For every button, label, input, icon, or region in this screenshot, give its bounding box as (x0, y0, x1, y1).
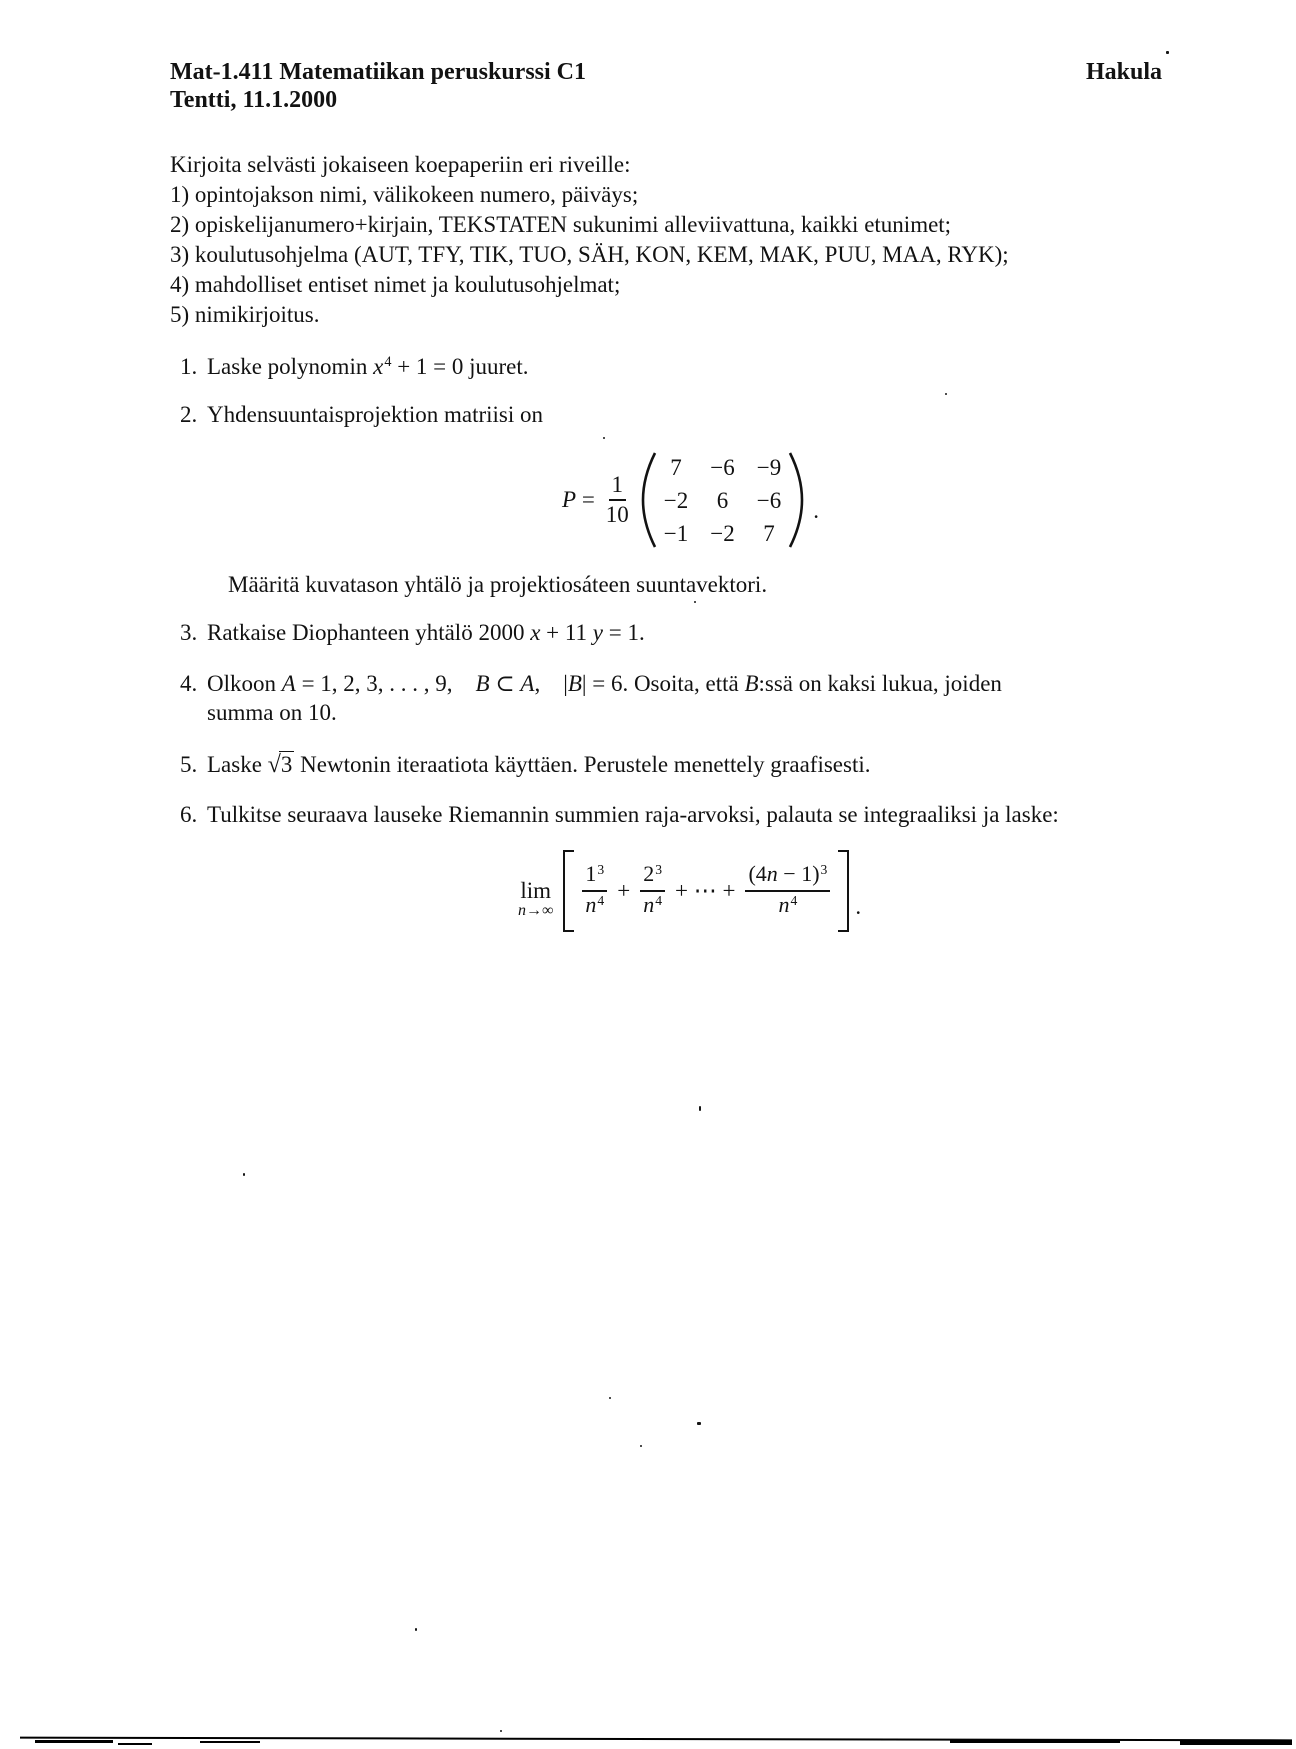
limit-expression (518, 850, 861, 932)
scan-speck (945, 393, 947, 395)
matrix-cell: 6 (716, 487, 729, 513)
scan-speck (243, 1173, 245, 1176)
scan-speck (699, 1106, 701, 1111)
right-bracket-icon (838, 850, 849, 932)
problem-number: 6. (180, 802, 198, 827)
fraction-numerator: 1 (609, 471, 627, 501)
limit-fraction-2 (640, 861, 665, 921)
scan-speck (500, 1730, 502, 1732)
problem-number: 1. (180, 354, 198, 379)
scan-speck (1166, 51, 1169, 54)
scan-speck (415, 1628, 417, 1631)
problem-1 (180, 352, 529, 385)
problem-text: Laske polynomin $x^4 + 1 = 0$ juuret. (207, 354, 529, 379)
scan-edge-blob (35, 1740, 113, 1743)
problem-6 (180, 800, 1059, 830)
fraction-numerator: $(4n - 1)^3$ (745, 861, 830, 892)
limit-fraction-3 (745, 861, 830, 921)
scan-speck (694, 601, 696, 603)
problem-2-followup: Määritä kuvatason yhtälö ja projektiosáteen suuntavektori. (228, 572, 768, 597)
matrix-cell: −6 (756, 487, 782, 513)
matrix-cell: 7 (670, 454, 682, 480)
scan-speck (609, 1397, 611, 1399)
fraction-denominator: 10 (605, 502, 629, 527)
left-bracket-icon (563, 850, 574, 932)
equation-period: . (855, 894, 862, 919)
problem-text: Ratkaise Diophanteen yhtälö 2000 x + 11 y = 1. (207, 620, 645, 645)
problem-number: 2. (180, 402, 198, 427)
problem-text-line2: summa on 10. (207, 700, 337, 725)
scan-speck (640, 1445, 642, 1447)
fraction-denominator: $n^4$ (643, 892, 663, 917)
problem-3 (180, 618, 645, 648)
instructions-intro: Kirjoita selvästi jokaiseen koepaperiin eri riveille: (170, 152, 631, 177)
problem-4 (180, 669, 1080, 727)
problem-number: 4. (180, 671, 198, 696)
problem-number: 5. (180, 752, 198, 777)
matrix-cell: −6 (710, 454, 735, 480)
plus-cdots-plus: + ⋯ + (675, 878, 736, 903)
problem-text: Tulkitse seuraava lauseke Riemannin summien raja-arvoksi, palauta se integraaliksi ja laske: (207, 802, 1059, 827)
scan-edge-blob (118, 1743, 152, 1745)
fraction-numerator: $1^3$ (582, 861, 607, 892)
instruction-item: 1) opintojakson nimi, välikokeen numero, päiväys; (170, 182, 639, 207)
equation-period: . (813, 498, 819, 523)
header-left (170, 58, 586, 114)
lim-label: lim (520, 878, 552, 903)
problem-text: Laske √3 Newtonin iteraatiota käyttäen. Perustele menettely graafisesti. (207, 751, 871, 778)
exam-date-line: Tentti, 11.1.2000 (170, 87, 338, 113)
scan-speck (697, 1422, 701, 1425)
matrix-cell: −2 (710, 520, 735, 546)
problem-number: 3. (180, 620, 198, 645)
matrix-left-paren-icon (638, 450, 660, 550)
matrix-cell: 7 (763, 520, 775, 546)
fraction-numerator: $2^3$ (640, 861, 665, 892)
fraction-denominator: $n^4$ (778, 892, 798, 917)
matrix-cell: −2 (663, 487, 689, 513)
problem-5 (180, 750, 871, 780)
instruction-item: 5) nimikirjoitus. (170, 302, 320, 327)
instructions-block (170, 150, 1009, 330)
instruction-item: 4) mahdolliset entiset nimet ja koulutusohjelmat; (170, 272, 621, 297)
matrix-cell: −1 (663, 520, 689, 546)
plus-sign: + (617, 878, 631, 903)
instruction-item: 3) koulutusohjelma (AUT, TFY, TIK, TUO, SÄH, KON, KEM, MAK, PUU, MAA, RYK); (170, 242, 1009, 267)
instruction-item: 2) opiskelijanumero+kirjain, TEKSTATEN sukunimi alleviivattuna, kaikki etunimet; (170, 212, 952, 237)
matrix-right-paren-icon (785, 450, 807, 550)
problem-text: Yhdensuuntaisprojektion matriisi on (207, 402, 544, 427)
matrix-lhs: P = (562, 487, 595, 512)
matrix-equation (562, 450, 819, 550)
lim-subscript: n→∞ (518, 902, 554, 919)
problem-text-line1: Olkoon A = 1, 2, 3, . . . , 9, B ⊂ A, |B| = 6. Osoita, että B:ssä on kaksi lukua, joiden (207, 671, 1002, 696)
fraction-denominator: $n^4$ (585, 892, 605, 917)
examiner-name: Hakula (1086, 59, 1163, 85)
problem-2 (180, 400, 543, 430)
limit-operator (518, 879, 553, 919)
problem-text (207, 669, 1002, 727)
scan-edge-blob (200, 1741, 260, 1743)
scan-edge-blob (950, 1739, 1120, 1743)
matrix-cells (664, 452, 781, 549)
limit-fraction-1 (582, 861, 607, 921)
course-title: Mat-1.411 Matematiikan peruskurssi C1 (170, 59, 586, 85)
scan-edge-blob (1180, 1740, 1292, 1745)
matrix-coefficient-fraction (603, 471, 632, 529)
matrix-cell: −9 (756, 454, 782, 480)
scan-speck (603, 437, 605, 439)
